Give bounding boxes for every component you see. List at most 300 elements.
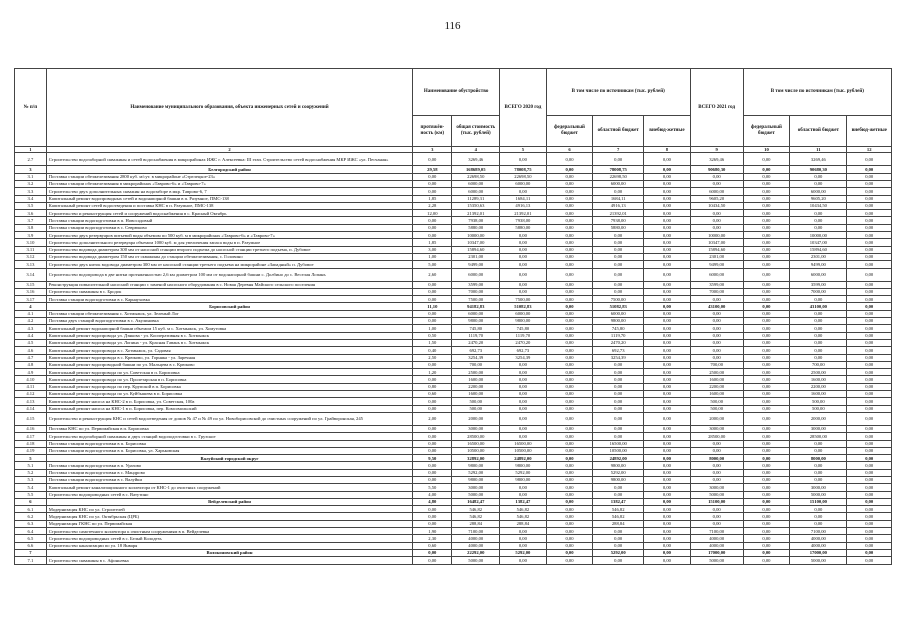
object-name-cell: Модернизация КНС по ул. Строителей (46, 506, 412, 513)
regional-2020-cell: 5292,00 (593, 549, 644, 556)
offbudget-2021-cell: 0,00 (847, 354, 892, 361)
offbudget-2020-cell: 0,00 (644, 339, 691, 346)
total-2020-cell: 0,00 (500, 535, 547, 542)
row-num-cell: 3 (15, 166, 47, 173)
row-num-cell: 3.1 (15, 173, 47, 180)
total-2021-cell: 10347,00 (690, 239, 743, 246)
index-cell: 5 (500, 147, 547, 153)
total-cost-cell: 4000,00 (452, 542, 500, 549)
row-num-cell: 3.16 (15, 288, 47, 295)
total-2021-cell: 5000,00 (690, 557, 743, 564)
regional-2020-cell: 0,00 (593, 484, 644, 491)
length-km-cell: 2,28 (413, 202, 452, 209)
total-2021-cell: 3599,00 (690, 281, 743, 288)
regional-2021-cell: 0,00 (790, 354, 847, 361)
regional-2020-cell: 1382,47 (593, 498, 644, 505)
object-name-cell: Капитальный ремонт насоса на КНС-2 в п. Борисовка, ул. Советская, 100а (46, 398, 412, 405)
row-num-cell: 3.11 (15, 246, 47, 253)
index-cell: 4 (452, 147, 500, 153)
total-2021-cell: 90680,30 (690, 166, 743, 173)
offbudget-2021-cell: 0,00 (847, 281, 892, 288)
length-km-cell: 0,00 (413, 462, 452, 469)
regional-2020-cell: 5292,00 (593, 469, 644, 476)
total-2021-cell: 0,00 (690, 318, 743, 325)
district-row (15, 455, 892, 462)
total-cost-cell: 7000,00 (452, 288, 500, 295)
offbudget-2020-cell: 0,00 (644, 498, 691, 505)
regional-2021-cell: 15100,00 (790, 498, 847, 505)
total-2021-cell: 0,00 (690, 325, 743, 332)
table-row (15, 369, 892, 376)
table-row (15, 469, 892, 476)
object-name-cell: Поставка станции водоподготовки в п. Уразово (46, 462, 412, 469)
total-cost-cell: 9499,00 (452, 261, 500, 268)
offbudget-2021-cell: 0,00 (847, 398, 892, 405)
federal-2020-cell: 0,00 (546, 520, 593, 527)
table-row (15, 232, 892, 239)
offbudget-2020-cell: 0,00 (644, 469, 691, 476)
table-body (15, 147, 892, 565)
object-name-cell: Строительство самотечного коллектора к очистным сооружениям в п. Вейделевка (46, 528, 412, 535)
regional-2021-cell: 2000,00 (790, 412, 847, 425)
total-2020-cell: 16500,00 (500, 440, 547, 447)
offbudget-2021-cell: 0,00 (847, 542, 892, 549)
offbudget-2020-cell: 0,00 (644, 181, 691, 188)
regional-2021-cell: 2301,00 (790, 253, 847, 260)
length-km-cell: 0,00 (413, 232, 452, 239)
header-offbudget-2020: внебюд-жетные (644, 116, 691, 147)
total-cost-cell: 700,00 (452, 361, 500, 368)
total-2021-cell: 0,00 (690, 339, 743, 346)
regional-2021-cell: 500,00 (790, 398, 847, 405)
regional-2020-cell: 51082,83 (593, 303, 644, 310)
length-km-cell: 0,00 (413, 318, 452, 325)
total-2021-cell: 0,00 (690, 296, 743, 303)
federal-2020-cell: 0,00 (546, 296, 593, 303)
offbudget-2021-cell: 0,00 (847, 535, 892, 542)
federal-2021-cell: 0,00 (743, 506, 790, 513)
table-row (15, 268, 892, 281)
total-2020-cell: 0,00 (500, 391, 547, 398)
federal-2020-cell: 0,00 (546, 447, 593, 454)
row-num-cell: 7 (15, 549, 47, 556)
row-num-cell: 3.7 (15, 217, 47, 224)
length-km-cell: 1,85 (413, 195, 452, 202)
table-row (15, 398, 892, 405)
offbudget-2020-cell: 0,00 (644, 391, 691, 398)
total-cost-cell: 22292,00 (452, 549, 500, 556)
header-sources-2020: В том числе по источникам (тыс. рублей) (546, 69, 690, 116)
total-2021-cell: 7100,00 (690, 528, 743, 535)
table-row (15, 217, 892, 224)
regional-2021-cell: 4000,00 (790, 535, 847, 542)
federal-2020-cell: 0,00 (546, 325, 593, 332)
total-2021-cell: 1600,00 (690, 376, 743, 383)
offbudget-2021-cell: 0,00 (847, 433, 892, 440)
total-2020-cell: 0,00 (500, 557, 547, 564)
federal-2020-cell: 0,00 (546, 369, 593, 376)
federal-2020-cell: 0,00 (546, 332, 593, 339)
offbudget-2020-cell: 0,00 (644, 303, 691, 310)
length-km-cell: 0,00 (413, 469, 452, 476)
regional-2021-cell: 10347,00 (790, 239, 847, 246)
total-2021-cell: 2200,00 (690, 383, 743, 390)
federal-2020-cell: 0,00 (546, 281, 593, 288)
regional-2021-cell: 8000,00 (790, 455, 847, 462)
offbudget-2021-cell: 0,00 (847, 181, 892, 188)
offbudget-2021-cell: 0,00 (847, 425, 892, 432)
object-name-cell: Строительство и реконструкция сетей и сооружений водоснабжения в с. Красный Октябрь (46, 210, 412, 217)
total-2021-cell: 500,00 (690, 405, 743, 412)
total-2020-cell: 0,00 (500, 383, 547, 390)
total-cost-cell: 15350,63 (452, 202, 500, 209)
table-row (15, 188, 892, 195)
length-km-cell: 0,00 (413, 549, 452, 556)
federal-2020-cell: 0,00 (546, 318, 593, 325)
regional-2020-cell: 0,00 (593, 232, 644, 239)
total-2021-cell: 0,00 (690, 217, 743, 224)
total-2020-cell: 0,00 (500, 281, 547, 288)
regional-2021-cell: 0,00 (790, 210, 847, 217)
row-num-cell: 3.13 (15, 261, 47, 268)
regional-2021-cell: 500,00 (790, 405, 847, 412)
header-sources-2021: В том числе по источникам (тыс. рублей) (743, 69, 891, 116)
length-km-cell: 0,00 (413, 310, 452, 317)
federal-2021-cell: 0,00 (743, 261, 790, 268)
row-num-cell: 3.14 (15, 268, 47, 281)
total-2020-cell: 0,00 (500, 425, 547, 432)
regional-2020-cell: 1684,11 (593, 195, 644, 202)
regional-2020-cell: 24892,00 (593, 455, 644, 462)
total-2021-cell: 10434,50 (690, 202, 743, 209)
total-cost-cell: 500,00 (452, 398, 500, 405)
federal-2021-cell: 0,00 (743, 332, 790, 339)
federal-2021-cell: 0,00 (743, 217, 790, 224)
offbudget-2021-cell: 0,00 (847, 224, 892, 231)
row-num-cell: 4.17 (15, 433, 47, 440)
offbudget-2020-cell: 0,00 (644, 491, 691, 498)
offbudget-2020-cell: 0,00 (644, 246, 691, 253)
regional-2021-cell: 0,00 (790, 447, 847, 454)
total-2020-cell: 5292,00 (500, 549, 547, 556)
regional-2021-cell: 0,00 (790, 520, 847, 527)
regional-2021-cell: 700,00 (790, 361, 847, 368)
total-2020-cell: 745,80 (500, 325, 547, 332)
federal-2021-cell: 0,00 (743, 166, 790, 173)
federal-2020-cell: 0,00 (546, 232, 593, 239)
district-row (15, 303, 892, 310)
object-name-cell: Модернизация ГКНС по ул. Первомайская (46, 520, 412, 527)
regional-2021-cell: 1600,00 (790, 376, 847, 383)
table-row (15, 513, 892, 520)
offbudget-2021-cell: 0,00 (847, 303, 892, 310)
total-2021-cell: 0,00 (690, 469, 743, 476)
offbudget-2020-cell: 0,00 (644, 347, 691, 354)
federal-2021-cell: 0,00 (743, 339, 790, 346)
object-name-cell: Капитальный ремонт водонапорной башни объемом 15 куб. м с. Хотмыжск, ул. Хомутовка (46, 325, 412, 332)
regional-2021-cell: 0,00 (790, 462, 847, 469)
total-cost-cell: 9800,00 (452, 318, 500, 325)
offbudget-2021-cell: 0,00 (847, 173, 892, 180)
row-num-cell: 4.10 (15, 376, 47, 383)
total-cost-cell: 692,73 (452, 347, 500, 354)
total-2020-cell: 22698,50 (500, 173, 547, 180)
object-name-cell: Строительство водовода диаметром 300 мм от насосной станции второго подъема до насосной станции третьего подъема, п. Дубовое (46, 246, 412, 253)
total-cost-cell: 2301,00 (452, 253, 500, 260)
federal-2020-cell: 0,00 (546, 202, 593, 209)
federal-2020-cell: 0,00 (546, 498, 593, 505)
total-cost-cell: 288,84 (452, 520, 500, 527)
object-name-cell: Вейделевский район (46, 498, 412, 505)
offbudget-2020-cell: 0,00 (644, 528, 691, 535)
total-cost-cell: 168689,05 (452, 166, 500, 173)
object-name-cell: Капитальный ремонт водопровода ул. Дзякова - ул. Кооперативная в с. Хотмыжск (46, 332, 412, 339)
row-num-cell: 4.5 (15, 339, 47, 346)
table-row (15, 535, 892, 542)
length-km-cell: 0,00 (413, 398, 452, 405)
length-km-cell: 0,00 (413, 288, 452, 295)
offbudget-2020-cell: 0,00 (644, 195, 691, 202)
index-cell: 6 (546, 147, 593, 153)
offbudget-2020-cell: 0,00 (644, 476, 691, 483)
federal-2021-cell: 0,00 (743, 181, 790, 188)
length-km-cell: 2,50 (413, 354, 452, 361)
total-2020-cell: 0,00 (500, 433, 547, 440)
federal-2021-cell: 0,00 (743, 253, 790, 260)
regional-2021-cell: 4000,00 (790, 542, 847, 549)
regional-2021-cell: 0,00 (790, 325, 847, 332)
total-2020-cell: 0,00 (500, 232, 547, 239)
total-2020-cell: 5292,00 (500, 469, 547, 476)
object-name-cell: Капитальный ремонт водопровода по ул. Куйбышева в п. Борисовка (46, 391, 412, 398)
total-cost-cell: 1119,70 (452, 332, 500, 339)
offbudget-2021-cell: 0,00 (847, 166, 892, 173)
index-cell: 10 (743, 147, 790, 153)
offbudget-2020-cell: 0,00 (644, 268, 691, 281)
row-num-cell: 3.12 (15, 253, 47, 260)
federal-2020-cell: 0,00 (546, 476, 593, 483)
object-name-cell: Строительство водовода диаметром 150 мм от скважины до станции обезжелезивания, с. Головино (46, 253, 412, 260)
total-cost-cell: 1600,00 (452, 376, 500, 383)
index-cell: 9 (690, 147, 743, 153)
federal-2021-cell: 0,00 (743, 310, 790, 317)
object-name-cell: Строительство водозаборной скважины и двух станций водоподготовки в с. Грузское (46, 433, 412, 440)
offbudget-2021-cell: 0,00 (847, 369, 892, 376)
offbudget-2021-cell: 0,00 (847, 528, 892, 535)
offbudget-2020-cell: 0,00 (644, 412, 691, 425)
total-2021-cell: 0,00 (690, 347, 743, 354)
regional-2020-cell: 0,00 (593, 491, 644, 498)
total-2020-cell: 0,00 (500, 153, 547, 166)
total-2020-cell: 6000,00 (500, 310, 547, 317)
object-name-cell: Строительство двух резервуаров питьевой воды объемом по 500 куб. м в микрорайонах «Таврово-6» и «Таврово-7» (46, 232, 412, 239)
row-num-cell: 6.6 (15, 542, 47, 549)
object-name-cell: Строительство водопроводных сетей в с. Ватутино (46, 491, 412, 498)
offbudget-2021-cell: 0,00 (847, 498, 892, 505)
total-2020-cell: 0,00 (500, 239, 547, 246)
row-num-cell: 3.10 (15, 239, 47, 246)
offbudget-2020-cell: 0,00 (644, 318, 691, 325)
length-km-cell: 0,60 (413, 542, 452, 549)
table-row (15, 195, 892, 202)
federal-2020-cell: 0,00 (546, 557, 593, 564)
row-num-cell: 3.4 (15, 195, 47, 202)
table-row (15, 391, 892, 398)
row-num-cell: 3.17 (15, 296, 47, 303)
regional-2020-cell: 0,00 (593, 535, 644, 542)
offbudget-2020-cell: 0,00 (644, 447, 691, 454)
total-2020-cell: 692,73 (500, 347, 547, 354)
total-2020-cell: 24892,00 (500, 455, 547, 462)
federal-2020-cell: 0,00 (546, 195, 593, 202)
page-number: 116 (444, 20, 461, 32)
index-cell: 8 (644, 147, 691, 153)
object-name-cell: Капитальный ремонт водопровода ул. Лопина - ул. Красная Гавань в с. Хотмыжск (46, 339, 412, 346)
total-2020-cell: 7500,00 (500, 296, 547, 303)
federal-2021-cell: 0,00 (743, 383, 790, 390)
table-row (15, 325, 892, 332)
total-2021-cell: 8000,00 (690, 455, 743, 462)
offbudget-2020-cell: 0,00 (644, 210, 691, 217)
federal-2021-cell: 0,00 (743, 462, 790, 469)
header-length: протяжён-ность (км) (413, 116, 452, 147)
budget-table (14, 68, 892, 565)
total-cost-cell: 7100,00 (452, 528, 500, 535)
table-row (15, 288, 892, 295)
offbudget-2021-cell: 0,00 (847, 310, 892, 317)
regional-2020-cell: 0,00 (593, 281, 644, 288)
regional-2021-cell: 7100,00 (790, 528, 847, 535)
federal-2020-cell: 0,00 (546, 217, 593, 224)
federal-2021-cell: 0,00 (743, 239, 790, 246)
total-2020-cell: 0,00 (500, 405, 547, 412)
row-num-cell: 6.3 (15, 520, 47, 527)
row-num-cell: 4.16 (15, 425, 47, 432)
offbudget-2020-cell: 0,00 (644, 202, 691, 209)
total-cost-cell: 745,80 (452, 325, 500, 332)
total-2020-cell: 0,00 (500, 361, 547, 368)
offbudget-2021-cell: 0,00 (847, 318, 892, 325)
federal-2020-cell: 0,00 (546, 440, 593, 447)
length-km-cell: 0,00 (413, 181, 452, 188)
index-cell: 12 (847, 147, 892, 153)
offbudget-2020-cell: 0,00 (644, 232, 691, 239)
row-num-cell: 4.3 (15, 325, 47, 332)
federal-2020-cell: 0,00 (546, 210, 593, 217)
object-name-cell: Поставка станции водоподготовки в с. Севрюково (46, 224, 412, 231)
federal-2021-cell: 0,00 (743, 491, 790, 498)
total-2021-cell: 2500,00 (690, 369, 743, 376)
federal-2020-cell: 0,00 (546, 412, 593, 425)
total-2021-cell: 0,00 (690, 476, 743, 483)
offbudget-2020-cell: 0,00 (644, 535, 691, 542)
total-2021-cell: 17000,00 (690, 549, 743, 556)
total-2021-cell: 15100,00 (690, 498, 743, 505)
total-2020-cell: 546,82 (500, 513, 547, 520)
table-row (15, 491, 892, 498)
federal-2020-cell: 0,00 (546, 246, 593, 253)
total-2020-cell: 78008,75 (500, 166, 547, 173)
regional-2020-cell: 7500,00 (593, 296, 644, 303)
length-km-cell: 5,00 (413, 261, 452, 268)
total-cost-cell: 21392,01 (452, 210, 500, 217)
object-name-cell: Строительство двух дополнительных скважин на водозаборе в мкр. Таврово-6, 7 (46, 188, 412, 195)
row-num-cell: 4.12 (15, 391, 47, 398)
total-cost-cell: 6000,00 (452, 188, 500, 195)
federal-2021-cell: 0,00 (743, 354, 790, 361)
regional-2021-cell: 10000,00 (790, 232, 847, 239)
row-num-cell: 4.19 (15, 447, 47, 454)
length-km-cell: 5,50 (413, 484, 452, 491)
header-total-2020: ВСЕГО 2020 год (500, 69, 547, 147)
federal-2021-cell: 0,00 (743, 210, 790, 217)
total-2021-cell: 2301,00 (690, 253, 743, 260)
regional-2021-cell: 1600,00 (790, 391, 847, 398)
header-federal-2020: федеральный бюджет (546, 116, 593, 147)
offbudget-2020-cell: 0,00 (644, 261, 691, 268)
offbudget-2021-cell: 0,00 (847, 376, 892, 383)
row-num-cell: 4.4 (15, 332, 47, 339)
table-row (15, 310, 892, 317)
federal-2020-cell: 0,00 (546, 253, 593, 260)
row-num-cell: 6.1 (15, 506, 47, 513)
object-name-cell: Поставка станции обезжелезивания 2800 куб. м/сут. в микрорайоне «Стрелецкое-23» (46, 173, 412, 180)
total-2021-cell: 3000,00 (690, 484, 743, 491)
offbudget-2021-cell: 0,00 (847, 332, 892, 339)
total-cost-cell: 6000,00 (452, 310, 500, 317)
federal-2021-cell: 0,00 (743, 498, 790, 505)
total-2021-cell: 6000,00 (690, 188, 743, 195)
offbudget-2021-cell: 0,00 (847, 296, 892, 303)
header-regional-2021: областной бюджет (790, 116, 847, 147)
federal-2021-cell: 0,00 (743, 391, 790, 398)
federal-2021-cell: 0,00 (743, 281, 790, 288)
federal-2020-cell: 0,00 (546, 405, 593, 412)
total-2021-cell: 0,00 (690, 354, 743, 361)
federal-2021-cell: 0,00 (743, 405, 790, 412)
table-row (15, 542, 892, 549)
table-row (15, 506, 892, 513)
total-2020-cell: 1119,70 (500, 332, 547, 339)
regional-2020-cell: 6000,00 (593, 310, 644, 317)
object-name-cell: Строительство водозаборной скважины и сетей водоснабжения в микрорайонах ИЖС г. Алексеевка: III этап. Строительство сетей водоснабжения МКР ИЖС «ул. Песчаная» (46, 153, 412, 166)
offbudget-2021-cell: 0,00 (847, 153, 892, 166)
total-2020-cell: 9800,00 (500, 462, 547, 469)
offbudget-2020-cell: 0,00 (644, 542, 691, 549)
regional-2021-cell: 0,00 (790, 347, 847, 354)
total-cost-cell: 15894,60 (452, 246, 500, 253)
regional-2021-cell: 0,00 (790, 310, 847, 317)
row-num-cell: 4.9 (15, 369, 47, 376)
federal-2020-cell: 0,00 (546, 354, 593, 361)
total-2021-cell: 9499,00 (690, 261, 743, 268)
total-2020-cell: 0,00 (500, 369, 547, 376)
offbudget-2020-cell: 0,00 (644, 440, 691, 447)
row-num-cell: 5.5 (15, 491, 47, 498)
total-2020-cell: 7938,00 (500, 217, 547, 224)
table-row (15, 376, 892, 383)
regional-2020-cell: 0,00 (593, 188, 644, 195)
table-row (15, 476, 892, 483)
offbudget-2020-cell: 0,00 (644, 281, 691, 288)
offbudget-2020-cell: 0,00 (644, 288, 691, 295)
total-2021-cell: 2000,00 (690, 412, 743, 425)
regional-2021-cell: 7000,00 (790, 288, 847, 295)
object-name-cell: Поставка станции обезжелезивания в микрорайонах «Таврово-6» и «Таврово-7» (46, 181, 412, 188)
federal-2020-cell: 0,00 (546, 153, 593, 166)
regional-2021-cell: 5000,00 (790, 491, 847, 498)
regional-2021-cell: 0,00 (790, 296, 847, 303)
